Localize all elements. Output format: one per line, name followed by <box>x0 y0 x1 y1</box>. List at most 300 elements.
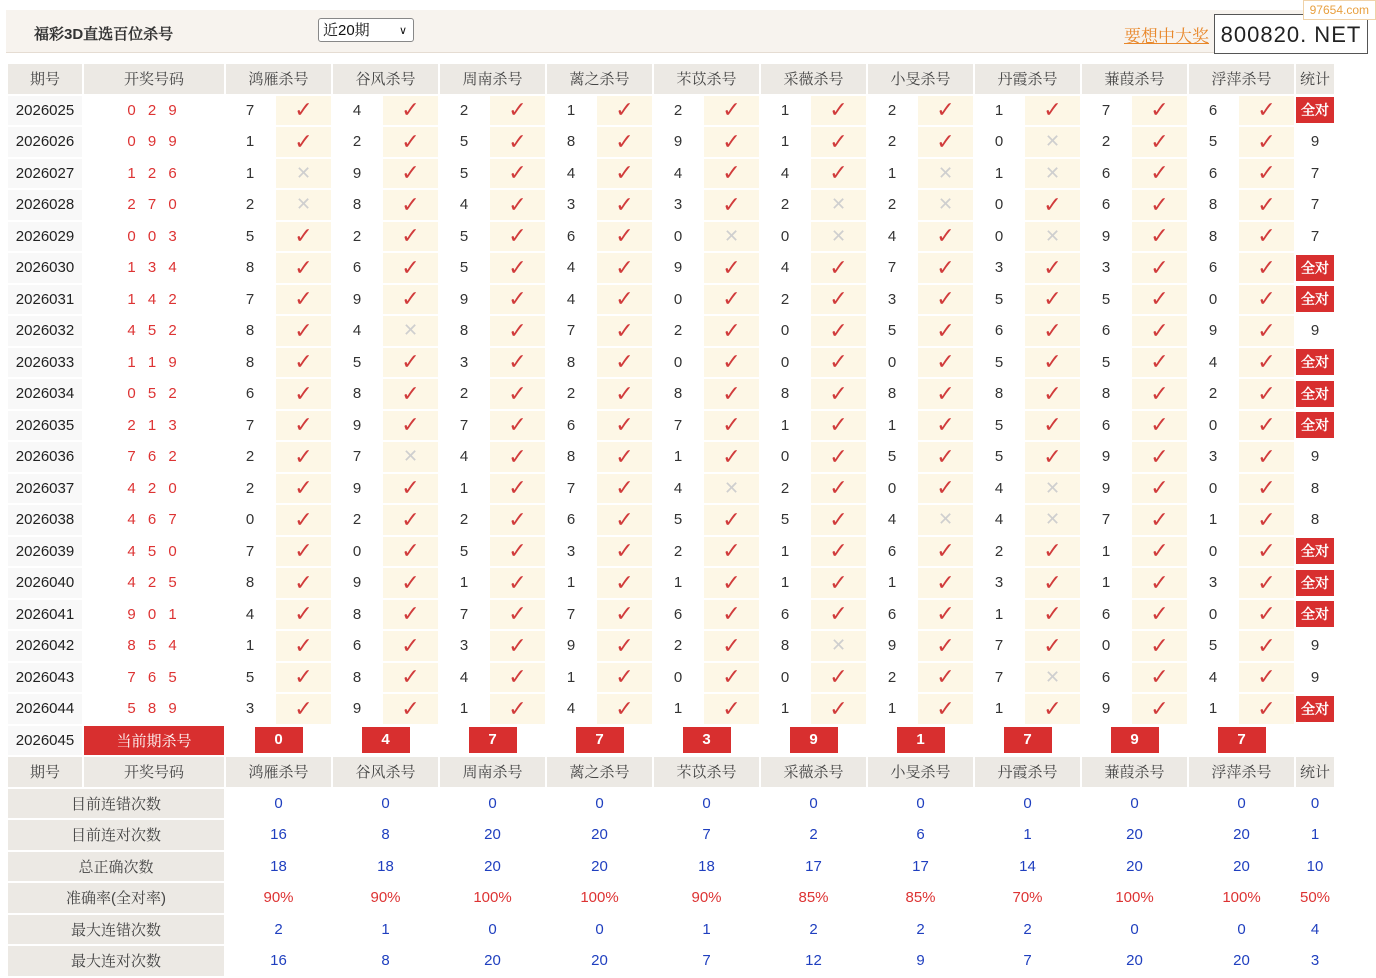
result-mark <box>1025 159 1080 189</box>
summary-value: 2 <box>975 915 1080 945</box>
table-row <box>8 600 1334 630</box>
result-mark <box>597 505 652 535</box>
check-icon: ✓ <box>1043 97 1062 123</box>
header-expert-1: 谷风杀号 <box>333 64 438 94</box>
kill-number: 6 <box>226 379 274 409</box>
result-mark <box>704 379 759 409</box>
current-kill-cell <box>440 726 545 756</box>
result-mark <box>1239 600 1294 630</box>
kill-number: 6 <box>547 505 595 535</box>
result-mark <box>597 190 652 220</box>
check-icon: ✓ <box>508 695 527 721</box>
all-right-badge: 全对 <box>1296 570 1334 596</box>
result-mark <box>918 568 973 598</box>
check-icon: ✓ <box>294 349 313 375</box>
result-mark <box>1025 631 1080 661</box>
check-icon: ✓ <box>1257 475 1276 501</box>
kill-number: 4 <box>1189 348 1237 378</box>
result-mark <box>1025 600 1080 630</box>
row-stat <box>1296 694 1334 724</box>
kill-number: 8 <box>440 316 488 346</box>
kill-number: 9 <box>868 631 916 661</box>
kill-number: 5 <box>761 505 809 535</box>
draw-numbers: 2 1 3 <box>84 411 224 441</box>
check-icon: ✓ <box>508 506 527 532</box>
check-icon: ✓ <box>1150 538 1169 564</box>
result-mark <box>704 222 759 252</box>
kill-number: 1 <box>654 568 702 598</box>
cross-icon: ✕ <box>1044 666 1061 687</box>
result-mark <box>811 348 866 378</box>
summary-value: 20 <box>440 852 545 882</box>
check-icon: ✓ <box>1150 97 1169 123</box>
check-icon: ✓ <box>1150 475 1169 501</box>
kill-number: 3 <box>975 568 1023 598</box>
check-icon: ✓ <box>722 412 741 438</box>
kill-number: 5 <box>654 505 702 535</box>
result-mark <box>704 411 759 441</box>
check-icon: ✓ <box>508 191 527 217</box>
result-mark <box>1132 631 1187 661</box>
kill-number: 9 <box>440 285 488 315</box>
check-icon: ✓ <box>936 97 955 123</box>
check-icon: ✓ <box>401 601 420 627</box>
check-icon: ✓ <box>401 160 420 186</box>
check-icon: ✓ <box>1043 349 1062 375</box>
kill-number: 5 <box>1082 348 1130 378</box>
result-mark <box>383 348 438 378</box>
header-expert-6: 小旻杀号 <box>868 757 973 787</box>
result-mark <box>1239 379 1294 409</box>
check-icon: ✓ <box>508 254 527 280</box>
kill-number: 0 <box>333 537 381 567</box>
result-mark <box>490 222 545 252</box>
summary-value: 20 <box>1082 946 1187 976</box>
draw-numbers: 4 2 5 <box>84 568 224 598</box>
result-mark <box>1132 159 1187 189</box>
kill-number: 6 <box>333 253 381 283</box>
check-icon: ✓ <box>1043 191 1062 217</box>
check-icon: ✓ <box>722 97 741 123</box>
result-mark <box>597 411 652 441</box>
row-stat: 9 <box>1296 631 1334 661</box>
kill-number: 2 <box>654 96 702 126</box>
summary-value: 17 <box>868 852 973 882</box>
current-kill-cell <box>1082 726 1187 756</box>
header-draw: 开奖号码 <box>84 64 224 94</box>
kill-number: 1 <box>547 568 595 598</box>
issue-number: 2026040 <box>8 568 82 598</box>
check-icon: ✓ <box>1043 286 1062 312</box>
all-right-badge: 全对 <box>1296 349 1334 375</box>
header-issue: 期号 <box>8 64 82 94</box>
result-mark <box>704 663 759 693</box>
result-mark <box>276 316 331 346</box>
kill-number: 7 <box>333 442 381 472</box>
promo-link[interactable]: 要想中大奖 <box>1124 27 1209 46</box>
check-icon: ✓ <box>936 223 955 249</box>
result-mark <box>1239 159 1294 189</box>
kill-number: 4 <box>761 159 809 189</box>
kill-number: 9 <box>1082 694 1130 724</box>
check-icon: ✓ <box>508 97 527 123</box>
result-mark <box>918 411 973 441</box>
summary-value: 7 <box>654 946 759 976</box>
current-kill-number: 0 <box>255 727 303 753</box>
result-mark <box>704 568 759 598</box>
result-mark <box>490 694 545 724</box>
check-icon: ✓ <box>294 412 313 438</box>
header-expert-0: 鸿雁杀号 <box>226 757 331 787</box>
result-mark <box>597 159 652 189</box>
check-icon: ✓ <box>722 191 741 217</box>
result-mark <box>918 600 973 630</box>
result-mark <box>1239 663 1294 693</box>
table-row <box>8 537 1334 567</box>
cross-icon: ✕ <box>830 635 847 656</box>
current-kill-number: 7 <box>576 727 624 753</box>
kill-number: 6 <box>1082 663 1130 693</box>
check-icon: ✓ <box>401 97 420 123</box>
issue-number: 2026038 <box>8 505 82 535</box>
cross-icon: ✕ <box>1044 477 1061 498</box>
result-mark <box>490 442 545 472</box>
issue-number: 2026030 <box>8 253 82 283</box>
result-mark <box>704 316 759 346</box>
check-icon: ✓ <box>722 286 741 312</box>
cross-icon: ✕ <box>1044 131 1061 152</box>
issue-number: 2026025 <box>8 96 82 126</box>
check-icon: ✓ <box>936 632 955 658</box>
check-icon: ✓ <box>829 412 848 438</box>
table-row <box>8 631 1334 661</box>
kill-number: 7 <box>547 474 595 504</box>
kill-number: 4 <box>440 663 488 693</box>
check-icon: ✓ <box>294 506 313 532</box>
kill-number: 1 <box>226 159 274 189</box>
kill-number: 7 <box>226 411 274 441</box>
check-icon: ✓ <box>1257 349 1276 375</box>
check-icon: ✓ <box>1150 601 1169 627</box>
result-mark <box>1239 505 1294 535</box>
header-expert-5: 采薇杀号 <box>761 64 866 94</box>
check-icon: ✓ <box>1257 286 1276 312</box>
cross-icon: ✕ <box>1044 225 1061 246</box>
header-expert-8: 蒹葭杀号 <box>1082 64 1187 94</box>
table-row <box>8 694 1334 724</box>
watermark: 97654.com <box>1303 0 1376 20</box>
table-row <box>8 348 1334 378</box>
result-mark <box>918 474 973 504</box>
check-icon: ✓ <box>1257 97 1276 123</box>
summary-value: 12 <box>761 946 866 976</box>
all-right-badge: 全对 <box>1296 381 1334 407</box>
result-mark <box>1025 694 1080 724</box>
check-icon: ✓ <box>829 443 848 469</box>
kill-number: 7 <box>1082 505 1130 535</box>
check-icon: ✓ <box>401 506 420 532</box>
header-stat: 统计 <box>1296 64 1334 94</box>
kill-number: 0 <box>975 190 1023 220</box>
result-mark <box>490 600 545 630</box>
kill-number: 6 <box>1189 159 1237 189</box>
issue-number: 2026028 <box>8 190 82 220</box>
kill-number: 4 <box>1189 663 1237 693</box>
cross-icon: ✕ <box>830 225 847 246</box>
result-mark <box>918 442 973 472</box>
current-kill-number: 9 <box>790 727 838 753</box>
result-mark <box>1239 442 1294 472</box>
cross-icon: ✕ <box>723 225 740 246</box>
result-mark <box>490 253 545 283</box>
kill-number: 2 <box>654 631 702 661</box>
kill-number: 0 <box>761 442 809 472</box>
header-expert-7: 丹霞杀号 <box>975 757 1080 787</box>
kill-number: 4 <box>654 474 702 504</box>
row-stat: 7 <box>1296 159 1334 189</box>
kill-number: 0 <box>226 505 274 535</box>
check-icon: ✓ <box>936 286 955 312</box>
check-icon: ✓ <box>508 317 527 343</box>
result-mark <box>1132 663 1187 693</box>
kill-number: 5 <box>868 442 916 472</box>
result-mark <box>1132 474 1187 504</box>
result-mark <box>1239 222 1294 252</box>
result-mark <box>276 505 331 535</box>
check-icon: ✓ <box>1150 349 1169 375</box>
summary-value: 20 <box>1189 820 1294 850</box>
result-mark <box>918 537 973 567</box>
summary-value: 0 <box>1189 915 1294 945</box>
table-row <box>8 316 1334 346</box>
draw-numbers: 2 7 0 <box>84 190 224 220</box>
kill-number: 8 <box>226 568 274 598</box>
result-mark <box>811 190 866 220</box>
summary-value: 100% <box>1082 883 1187 913</box>
check-icon: ✓ <box>722 317 741 343</box>
kill-number: 9 <box>654 253 702 283</box>
site-banner[interactable]: 800820. NET <box>1214 14 1368 54</box>
summary-value: 20 <box>440 946 545 976</box>
kill-number: 6 <box>1082 159 1130 189</box>
cross-icon: ✕ <box>1044 509 1061 530</box>
summary-value: 100% <box>547 883 652 913</box>
kill-number: 0 <box>868 348 916 378</box>
result-mark <box>1132 379 1187 409</box>
result-mark <box>1025 96 1080 126</box>
summary-value: 20 <box>547 820 652 850</box>
result-mark <box>704 442 759 472</box>
check-icon: ✓ <box>1150 506 1169 532</box>
check-icon: ✓ <box>294 601 313 627</box>
row-stat: 9 <box>1296 442 1334 472</box>
result-mark <box>1239 694 1294 724</box>
kill-number: 2 <box>761 474 809 504</box>
check-icon: ✓ <box>1257 506 1276 532</box>
cross-icon: ✕ <box>402 320 419 341</box>
result-mark <box>1025 253 1080 283</box>
table-row <box>8 379 1334 409</box>
kill-number: 3 <box>1082 253 1130 283</box>
check-icon: ✓ <box>401 695 420 721</box>
table-row <box>8 442 1334 472</box>
result-mark <box>490 631 545 661</box>
kill-number: 1 <box>226 127 274 157</box>
kill-number: 7 <box>975 663 1023 693</box>
kill-number: 4 <box>333 316 381 346</box>
result-mark <box>383 537 438 567</box>
kill-number: 1 <box>868 411 916 441</box>
result-mark <box>1239 631 1294 661</box>
result-mark <box>1025 348 1080 378</box>
draw-numbers: 1 3 4 <box>84 253 224 283</box>
summary-value: 1 <box>975 820 1080 850</box>
result-mark <box>704 348 759 378</box>
summary-value: 90% <box>654 883 759 913</box>
result-mark <box>490 379 545 409</box>
table-row <box>8 253 1334 283</box>
header-row <box>8 64 1334 94</box>
issue-number: 2026036 <box>8 442 82 472</box>
check-icon: ✓ <box>401 412 420 438</box>
check-icon: ✓ <box>401 632 420 658</box>
result-mark <box>918 505 973 535</box>
check-icon: ✓ <box>1043 695 1062 721</box>
header-expert-3: 蓠之杀号 <box>547 64 652 94</box>
result-mark <box>1132 127 1187 157</box>
result-mark <box>597 442 652 472</box>
check-icon: ✓ <box>508 349 527 375</box>
current-kill-cell <box>333 726 438 756</box>
result-mark <box>276 190 331 220</box>
kill-number: 8 <box>333 379 381 409</box>
summary-value: 90% <box>226 883 331 913</box>
check-icon: ✓ <box>294 380 313 406</box>
result-mark <box>597 600 652 630</box>
result-mark <box>383 316 438 346</box>
check-icon: ✓ <box>615 475 634 501</box>
kill-number: 8 <box>1189 222 1237 252</box>
summary-value: 0 <box>547 789 652 819</box>
summary-stat: 4 <box>1296 915 1334 945</box>
kill-number: 8 <box>333 190 381 220</box>
cross-icon: ✕ <box>937 162 954 183</box>
draw-numbers: 1 4 2 <box>84 285 224 315</box>
summary-row <box>8 852 1334 882</box>
result-mark <box>383 190 438 220</box>
check-icon: ✓ <box>508 569 527 595</box>
current-stat <box>1296 726 1334 756</box>
result-mark <box>918 694 973 724</box>
summary-value: 0 <box>1082 789 1187 819</box>
check-icon: ✓ <box>829 160 848 186</box>
result-mark <box>1132 568 1187 598</box>
check-icon: ✓ <box>1150 443 1169 469</box>
check-icon: ✓ <box>508 223 527 249</box>
kill-number: 7 <box>226 537 274 567</box>
kill-number: 1 <box>975 159 1023 189</box>
result-mark <box>597 96 652 126</box>
check-icon: ✓ <box>615 632 634 658</box>
kill-number: 9 <box>1082 442 1130 472</box>
kill-number: 4 <box>547 253 595 283</box>
check-icon: ✓ <box>1257 254 1276 280</box>
kill-number: 1 <box>1082 568 1130 598</box>
result-mark <box>597 663 652 693</box>
kill-number: 6 <box>1082 411 1130 441</box>
kill-number: 9 <box>333 411 381 441</box>
result-mark <box>276 631 331 661</box>
check-icon: ✓ <box>1150 695 1169 721</box>
kill-number: 0 <box>761 222 809 252</box>
check-icon: ✓ <box>1043 632 1062 658</box>
result-mark <box>276 663 331 693</box>
check-icon: ✓ <box>1257 223 1276 249</box>
kill-number: 4 <box>547 694 595 724</box>
summary-value: 1 <box>654 915 759 945</box>
header-row-repeat <box>8 757 1334 787</box>
header-expert-7: 丹霞杀号 <box>975 64 1080 94</box>
kill-number: 3 <box>975 253 1023 283</box>
summary-row <box>8 820 1334 850</box>
check-icon: ✓ <box>294 538 313 564</box>
summary-stat: 1 <box>1296 820 1334 850</box>
result-mark <box>597 348 652 378</box>
header-issue: 期号 <box>8 757 82 787</box>
result-mark <box>276 159 331 189</box>
result-mark <box>1132 411 1187 441</box>
summary-stat: 0 <box>1296 789 1334 819</box>
summary-row <box>8 789 1334 819</box>
result-mark <box>1025 222 1080 252</box>
result-mark <box>490 474 545 504</box>
summary-value: 20 <box>1189 946 1294 976</box>
result-mark <box>1239 96 1294 126</box>
result-mark <box>1132 694 1187 724</box>
kill-number: 5 <box>226 663 274 693</box>
check-icon: ✓ <box>722 128 741 154</box>
kill-number: 2 <box>333 127 381 157</box>
result-mark <box>811 694 866 724</box>
check-icon: ✓ <box>294 569 313 595</box>
period-select[interactable] <box>318 18 414 42</box>
kill-number: 8 <box>761 631 809 661</box>
all-right-badge: 全对 <box>1296 286 1334 312</box>
kill-number: 0 <box>761 348 809 378</box>
result-mark <box>704 537 759 567</box>
result-mark <box>704 253 759 283</box>
result-mark <box>811 568 866 598</box>
check-icon: ✓ <box>1257 380 1276 406</box>
kill-number: 4 <box>975 505 1023 535</box>
result-mark <box>490 568 545 598</box>
row-stat: 7 <box>1296 190 1334 220</box>
check-icon: ✓ <box>508 443 527 469</box>
result-mark <box>1025 537 1080 567</box>
result-mark <box>383 253 438 283</box>
summary-value: 20 <box>1082 820 1187 850</box>
issue-number: 2026041 <box>8 600 82 630</box>
result-mark <box>704 190 759 220</box>
table-row <box>8 505 1334 535</box>
kill-number: 8 <box>1082 379 1130 409</box>
check-icon: ✓ <box>1150 160 1169 186</box>
check-icon: ✓ <box>294 286 313 312</box>
summary-value: 9 <box>868 946 973 976</box>
check-icon: ✓ <box>401 475 420 501</box>
kill-number: 6 <box>654 600 702 630</box>
header-stat: 统计 <box>1296 757 1334 787</box>
